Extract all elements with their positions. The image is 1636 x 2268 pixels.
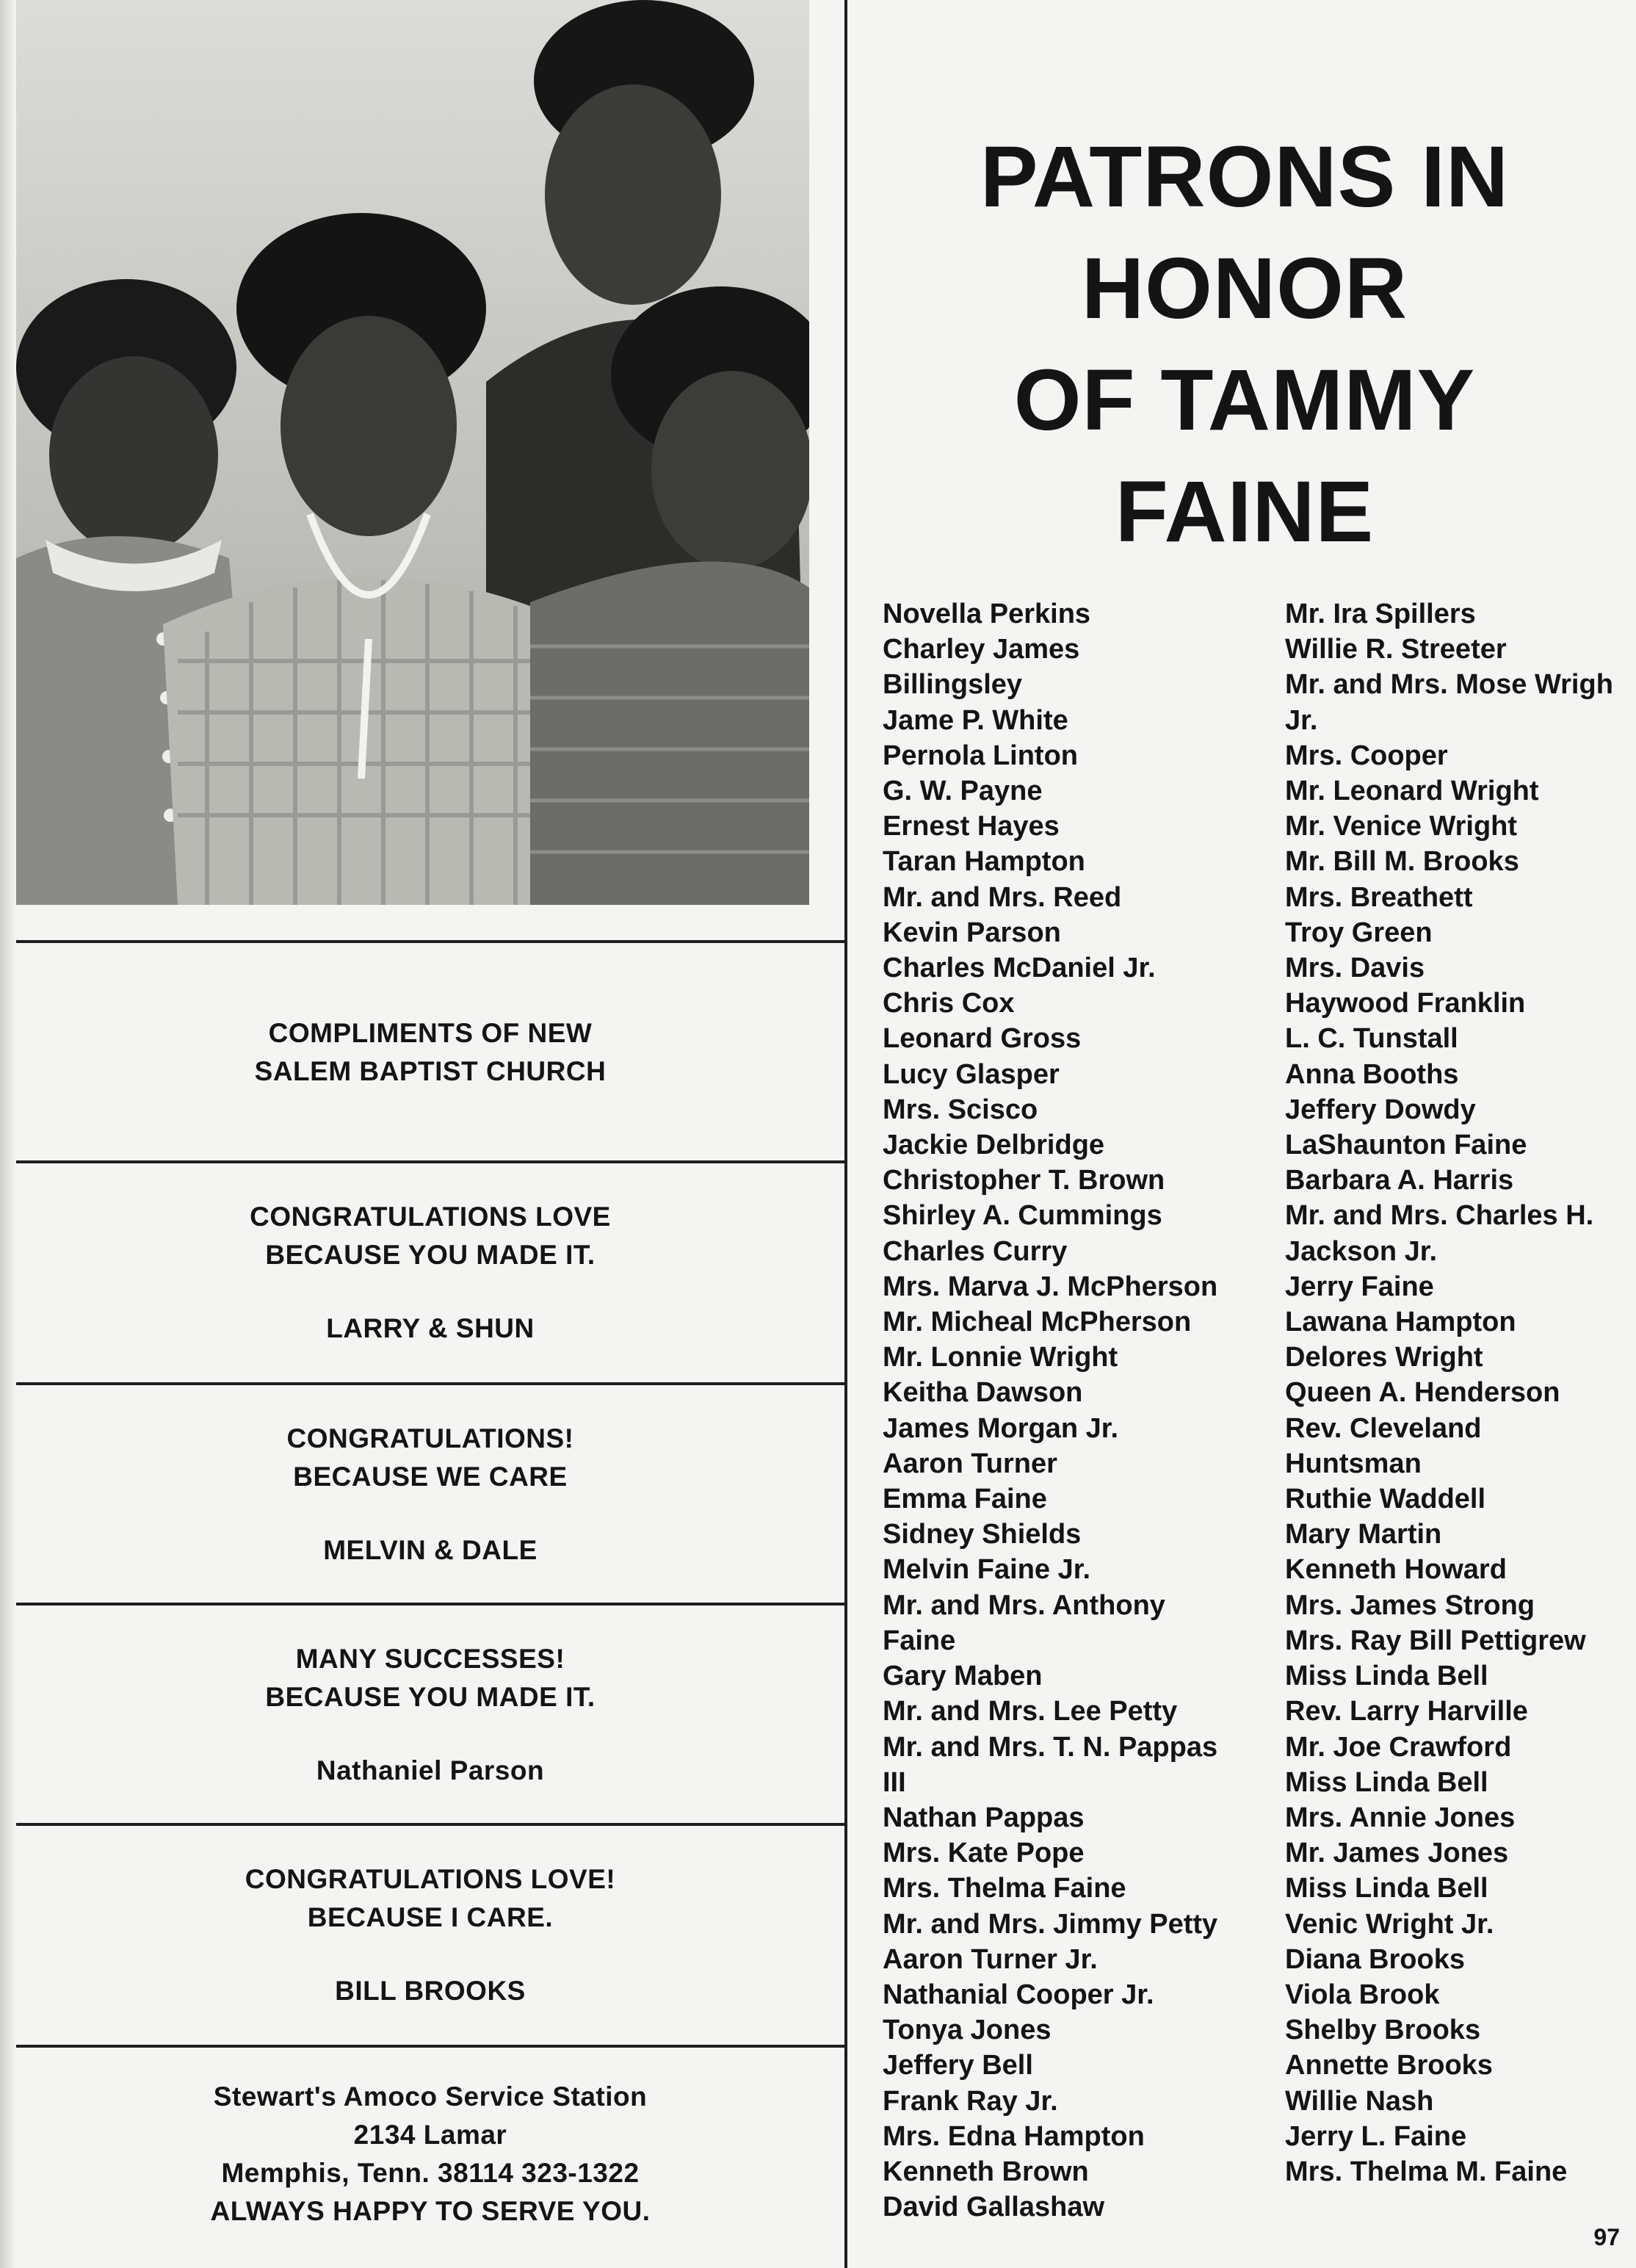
patron-name: Willie R. Streeter: [1285, 634, 1507, 665]
patron-name: Mr. James Jones: [1285, 1838, 1509, 1869]
patron-name: Mr. and Mrs. Charles H.: [1285, 1200, 1594, 1232]
patron-name: Kenneth Brown: [883, 2156, 1089, 2187]
patron-name: Charles McDaniel Jr.: [883, 953, 1156, 984]
column-divider: [844, 0, 847, 2268]
patron-name: Mrs. Breathett: [1285, 881, 1473, 913]
patron-name: Mr. and Mrs. Mose Wrigh: [1285, 669, 1613, 701]
ad-line: CONGRATULATIONS LOVE!: [245, 1864, 616, 1894]
patron-name: Sidney Shields: [883, 1519, 1082, 1550]
patron-name: Mr. Lonnie Wright: [883, 1342, 1118, 1373]
title-line: FAINE: [1115, 463, 1375, 560]
patron-name: Rev. Cleveland: [1285, 1412, 1482, 1444]
patron-name: Ernest Hayes: [883, 811, 1060, 842]
patron-name: Mr. Bill M. Brooks: [1285, 846, 1519, 878]
patron-name: Tonya Jones: [883, 2015, 1052, 2046]
ad-box-bill-brooks: [16, 1823, 844, 2045]
patron-name: Mr. Ira Spillers: [1285, 599, 1476, 629]
patron-name: Mr. Leonard Wright: [1285, 776, 1539, 807]
patron-name: Ruthie Waddell: [1285, 1484, 1486, 1515]
patron-name: Mr. Micheal McPherson: [883, 1307, 1192, 1338]
patron-name: Mrs. James Strong: [1285, 1589, 1535, 1621]
patron-name: Mrs. Thelma M. Faine: [1285, 2156, 1568, 2187]
title-line: HONOR: [1081, 240, 1408, 337]
patron-name: Venic Wright Jr.: [1285, 1908, 1494, 1940]
patron-name: Nathanial Cooper Jr.: [883, 1979, 1154, 2010]
ad-line: SALEM BAPTIST CHURCH: [254, 1056, 607, 1086]
page-title: [859, 121, 1630, 568]
ad-line: 2134 Lamar: [353, 2120, 507, 2150]
patron-name: Lawana Hampton: [1285, 1307, 1516, 1338]
patron-name: Miss Linda Bell: [1285, 1766, 1488, 1798]
patron-name: Queen A. Henderson: [1285, 1377, 1560, 1409]
patron-name: Jeffery Bell: [883, 2050, 1033, 2081]
ad-box-stewarts-amoco: [16, 2045, 844, 2261]
patron-name: Mary Martin: [1285, 1519, 1442, 1550]
patron-name: Mrs. Marva J. McPherson: [883, 1271, 1218, 1302]
ad-box-melvin-dale: [16, 1382, 844, 1604]
patron-name: III: [883, 1766, 906, 1798]
ad-line: COMPLIMENTS OF NEW: [268, 1018, 593, 1048]
patron-name: Aaron Turner: [883, 1448, 1057, 1479]
patron-name: Charley James: [883, 634, 1080, 665]
patron-name: Mrs. Davis: [1285, 953, 1425, 984]
patron-name: Mr. and Mrs. Anthony: [883, 1589, 1165, 1621]
ad-line: Stewart's Amoco Service Station: [213, 2081, 648, 2112]
ad-line: BECAUSE I CARE.: [307, 1902, 554, 1932]
patron-name: Mrs. Thelma Faine: [883, 1873, 1126, 1904]
patron-name: Miss Linda Bell: [1285, 1873, 1488, 1904]
patron-name: Kenneth Howard: [1285, 1554, 1507, 1586]
ad-line: CONGRATULATIONS LOVE: [250, 1202, 611, 1232]
patron-name: Christopher T. Brown: [883, 1165, 1165, 1196]
title-line: OF TAMMY: [1013, 352, 1476, 449]
patron-name: Jerry L. Faine: [1285, 2120, 1467, 2152]
ad-line: MANY SUCCESSES!: [295, 1644, 565, 1674]
patron-name: LaShaunton Faine: [1285, 1130, 1527, 1161]
ad-line: BECAUSE YOU MADE IT.: [265, 1682, 596, 1712]
patron-name: Haywood Franklin: [1285, 988, 1526, 1019]
patron-name: Barbara A. Harris: [1285, 1165, 1514, 1196]
patron-name: Jeffery Dowdy: [1285, 1094, 1476, 1125]
patron-name: Viola Brook: [1285, 1979, 1440, 2010]
patron-name: Leonard Gross: [883, 1023, 1082, 1055]
patron-name: Mr. Joe Crawford: [1285, 1731, 1512, 1763]
patron-name: Mrs. Kate Pope: [883, 1838, 1085, 1869]
group-photo: [16, 0, 809, 905]
patron-name: Chris Cox: [883, 988, 1015, 1019]
patron-name: Willie Nash: [1285, 2085, 1434, 2117]
patron-name: James Morgan Jr.: [883, 1412, 1119, 1444]
patron-name: Mrs. Ray Bill Pettigrew: [1285, 1625, 1586, 1656]
patron-name: Taran Hampton: [883, 846, 1085, 878]
patron-name: Miss Linda Bell: [1285, 1661, 1488, 1692]
patron-name: Billingsley: [883, 669, 1023, 701]
ad-box-new-salem: [16, 940, 844, 1162]
patron-name: Faine: [883, 1625, 956, 1656]
patron-name: Keitha Dawson: [883, 1377, 1083, 1409]
patron-list-column-1: [883, 596, 1217, 2225]
patron-name: Shirley A. Cummings: [883, 1200, 1162, 1232]
patron-name: Delores Wright: [1285, 1342, 1483, 1373]
patron-name: G. W. Payne: [883, 776, 1043, 807]
patron-name: Pernola Linton: [883, 740, 1078, 771]
patron-name: Melvin Faine Jr.: [883, 1554, 1090, 1586]
patron-name: Jerry Faine: [1285, 1271, 1434, 1302]
patron-name: Shelby Brooks: [1285, 2015, 1481, 2046]
patron-name: L. C. Tunstall: [1285, 1023, 1458, 1055]
patron-name: Gary Maben: [883, 1661, 1043, 1692]
patron-name: Mr. and Mrs. Lee Petty: [883, 1696, 1178, 1727]
page-number: 97: [1593, 2224, 1620, 2250]
patron-list-column-2: [1285, 596, 1613, 2189]
patron-name: Nathan Pappas: [883, 1802, 1085, 1833]
patron-name: Charles Curry: [883, 1235, 1068, 1267]
ad-line: BECAUSE WE CARE: [293, 1462, 568, 1492]
patron-name: Anna Booths: [1285, 1058, 1459, 1090]
patron-name: Frank Ray Jr.: [883, 2085, 1058, 2117]
ad-signature: BILL BROOKS: [335, 1976, 526, 2006]
patron-name: Huntsman: [1285, 1448, 1422, 1479]
patron-name: Diana Brooks: [1285, 1943, 1465, 1975]
title-line: PATRONS IN: [980, 129, 1510, 225]
patron-name: David Gallashaw: [883, 2192, 1105, 2223]
patron-name: Emma Faine: [883, 1484, 1047, 1515]
patron-name: Jackie Delbridge: [883, 1130, 1105, 1161]
patron-name: Jr.: [1285, 704, 1318, 736]
patron-name: Mrs. Scisco: [883, 1094, 1038, 1125]
page-binding-shadow: [0, 0, 16, 2268]
ad-line: ALWAYS HAPPY TO SERVE YOU.: [210, 2196, 651, 2226]
ad-signature: Nathaniel Parson: [316, 1755, 545, 1785]
ad-box-nathaniel-parson: [16, 1603, 844, 1824]
ad-line: BECAUSE YOU MADE IT.: [265, 1240, 596, 1270]
patron-name: Mrs. Annie Jones: [1285, 1802, 1516, 1833]
patron-name: Annette Brooks: [1285, 2050, 1493, 2081]
patron-name: Mr. Venice Wright: [1285, 811, 1518, 842]
patron-name: Aaron Turner Jr.: [883, 1943, 1098, 1975]
patron-name: Mrs. Cooper: [1285, 740, 1448, 771]
ad-signature: LARRY & SHUN: [326, 1313, 535, 1343]
patron-name: Mr. and Mrs. Jimmy Petty: [883, 1908, 1218, 1940]
ad-line: CONGRATULATIONS!: [286, 1423, 574, 1453]
ad-box-larry-shun: [16, 1160, 844, 1382]
patron-name: Troy Green: [1285, 917, 1433, 948]
patron-name: Mr. and Mrs. T. N. Pappas: [883, 1731, 1218, 1763]
ad-line: Memphis, Tenn. 38114 323-1322: [221, 2158, 640, 2188]
patron-name: Kevin Parson: [883, 917, 1061, 948]
ad-signature: MELVIN & DALE: [323, 1535, 538, 1565]
patron-name: Jackson Jr.: [1285, 1235, 1438, 1267]
patron-name: Lucy Glasper: [883, 1058, 1060, 1090]
patron-name: Rev. Larry Harville: [1285, 1696, 1528, 1727]
patron-name: Mrs. Edna Hampton: [883, 2120, 1145, 2152]
patron-name: Jame P. White: [883, 704, 1068, 736]
patron-name: Novella Perkins: [883, 599, 1091, 629]
patron-name: Mr. and Mrs. Reed: [883, 881, 1122, 913]
